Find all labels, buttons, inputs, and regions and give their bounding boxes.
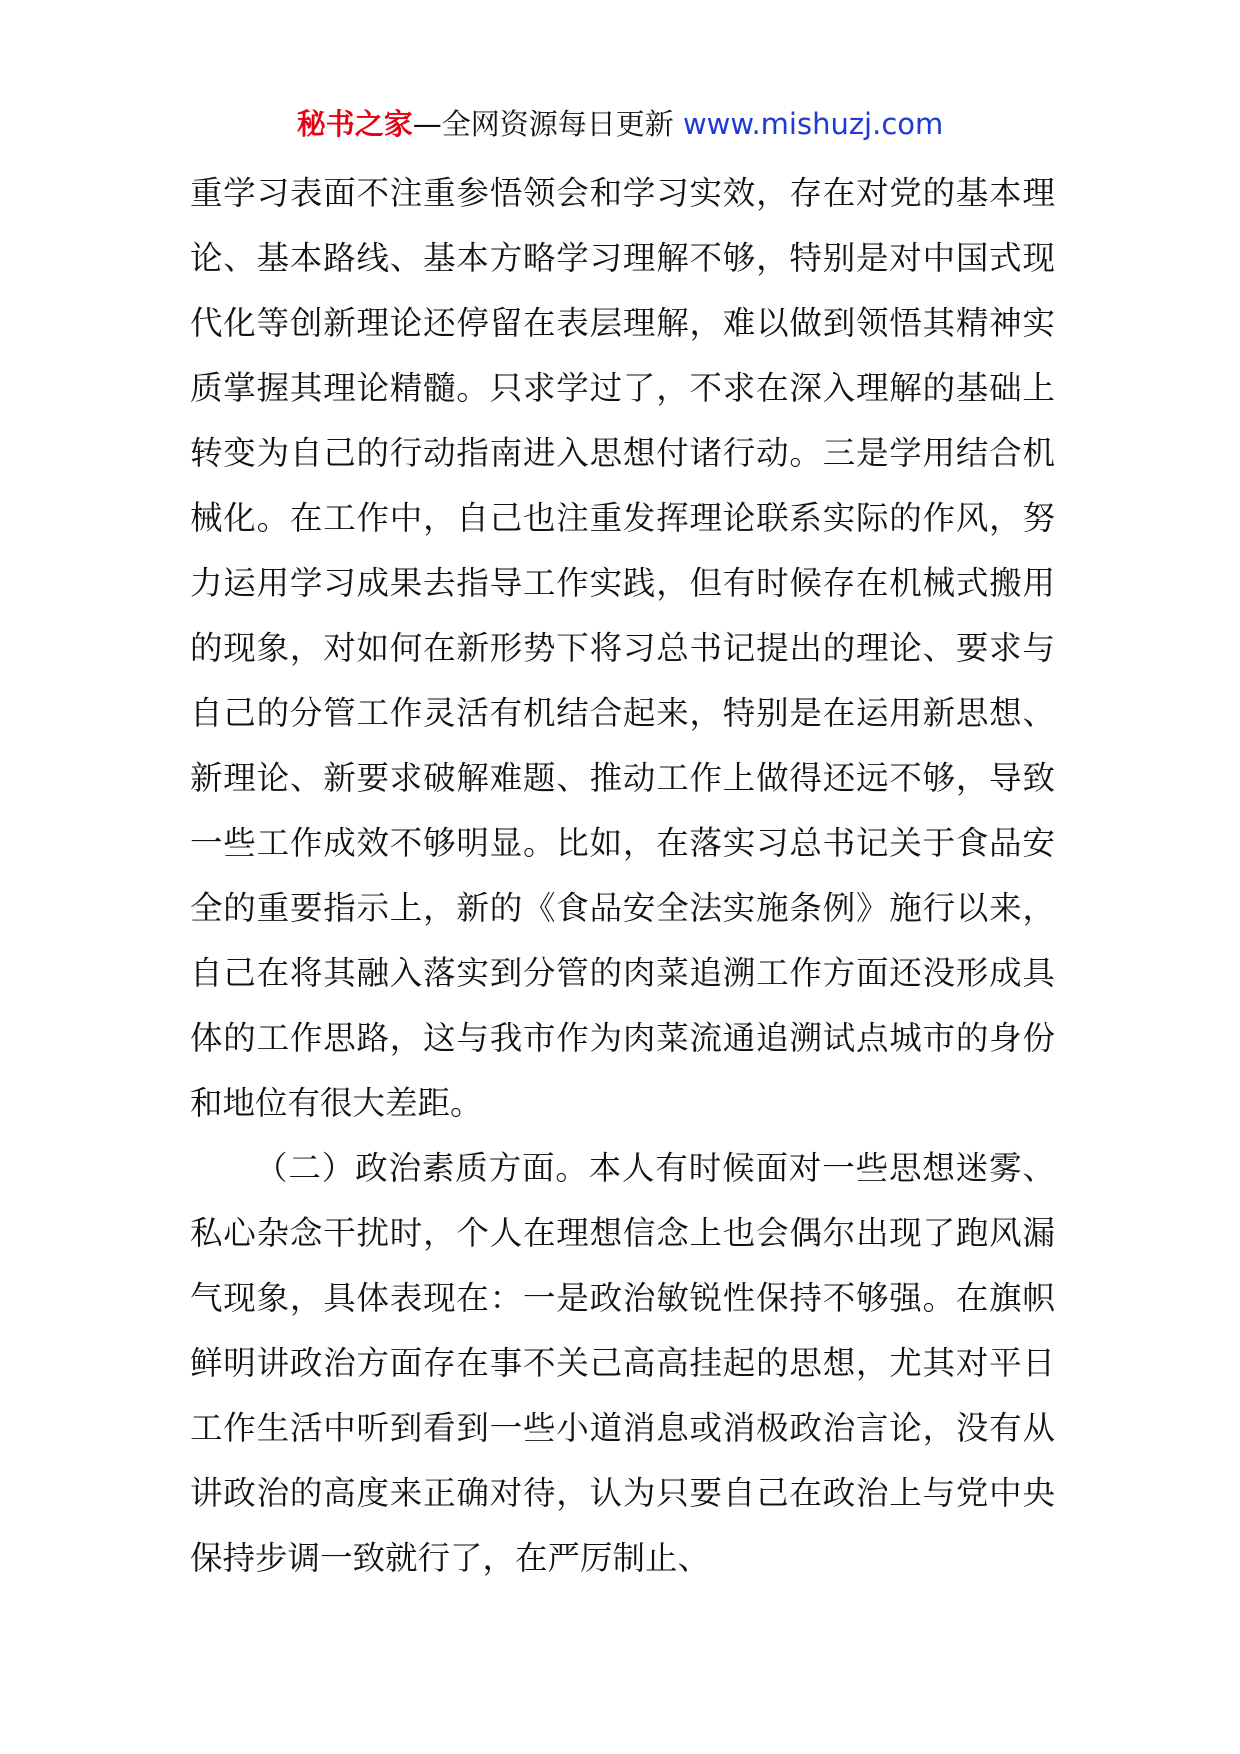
header-tagline: —全网资源每日更新 [412, 107, 683, 141]
document-body [190, 161, 1055, 1591]
brand-name: 秘书之家 [296, 107, 413, 141]
paragraph-1: 重学习表面不注重参悟领会和学习实效，存在对党的基本理论、基本路线、基本方略学习理解不够，特别是对中国式现代化等创新理论还停留在表层理解，难以做到领悟其精神实质掌握其理论精髓。只求学过了，不求在深入理解的基础上转变为自己的行动指南进入思想付诸行动。三是学用结合机械化。在工作中，自己也注重发挥理论联系实际的作风，努力运用学习成果去指导工作实践，但有时候存在机械式搬用的现象，对如何在新形势下将习总书记提出的理论、要求与自己的分管工作灵活有机结合起来，特别是在运用新思想、新理论、新要求破解难题、推动工作上做得还远不够，导致一些工作成效不够明显。比如，在落实习总书记关于食品安全的重要指示上，新的《食品安全法实施条例》施行以来，自己在将其融入落实到分管的肉菜追溯工作方面还没形成具体的工作思路，这与我市作为肉菜流通追溯试点城市的身份和地位有很大差距。 [190, 174, 1055, 1122]
paragraph-2: （二）政治素质方面。本人有时候面对一些思想迷雾、私心杂念干扰时，个人在理想信念上也会偶尔出现了跑风漏气现象，具体表现在：一是政治敏锐性保持不够强。在旗帜鲜明讲政治方面存在事不关己高高挂起的思想，尤其对平日工作生活中听到看到一些小道消息或消极政治言论，没有从讲政治的高度来正确对待，认为只要自己在政治上与党中央保持步调一致就行了，在严厉制止、 [190, 1149, 1055, 1577]
website-link[interactable]: www.mishuzj.com [682, 107, 944, 141]
page-header [0, 102, 1240, 146]
